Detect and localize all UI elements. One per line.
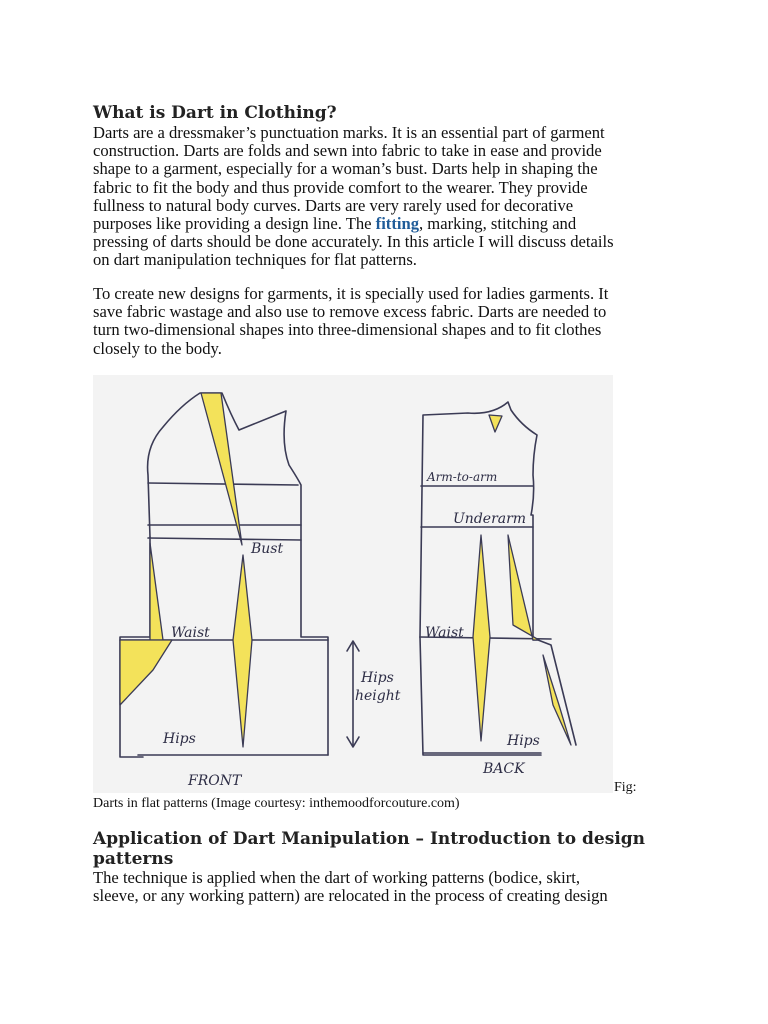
label-hips-height-1: Hips [361, 670, 394, 686]
text-line: fabric to fit the body and thus provide comfort to the wearer. They provide [93, 177, 588, 197]
text-line: pressing of darts should be done accurately. In this article I will discuss details [93, 232, 614, 252]
text-line: The technique is applied when the dart of working patterns (bodice, skirt, [93, 868, 581, 887]
text-fragment: purposes like providing a design line. The [93, 214, 376, 234]
text-line: closely to the body. [93, 338, 222, 358]
fitting-link[interactable]: fitting [375, 214, 419, 234]
label-waist-back: Waist [425, 625, 464, 641]
intro-paragraph [93, 124, 683, 270]
label-hips-back: Hips [507, 733, 540, 749]
text-line: construction. Darts are folds and sewn into fabric to take in ease and provide [93, 141, 602, 161]
text-line: To create new designs for garments, it is specially used for ladies garments. It [93, 284, 609, 303]
text-line: on dart manipulation techniques for flat patterns. [93, 250, 417, 270]
application-paragraph [93, 869, 683, 905]
text-line: turn two-dimensional shapes into three-dimensional shapes and to fit clothes [93, 320, 602, 340]
label-back: BACK [483, 761, 525, 777]
section-heading-application [93, 829, 645, 869]
text-line: shape to a garment, especially for a woman’s bust. Darts help in shaping the [93, 159, 598, 179]
usage-paragraph [93, 285, 683, 358]
text-line: save fabric wastage and also use to remove excess fabric. Darts are needed to [93, 302, 607, 322]
label-hips-height-2: height [355, 688, 401, 704]
text-line: Darts are a dressmaker’s punctuation marks. It is an essential part of garment [93, 123, 605, 142]
label-bust: Bust [251, 541, 284, 557]
text-line: fullness to natural body curves. Darts are very rarely used for decorative [93, 195, 574, 215]
label-underarm: Underarm [453, 511, 527, 527]
label-hips-front: Hips [163, 731, 196, 747]
heading-line: Application of Dart Manipulation – Introduction to design [93, 829, 646, 849]
label-waist-front: Waist [171, 625, 210, 641]
label-front: FRONT [188, 773, 242, 789]
heading-line: patterns [93, 849, 174, 869]
figure-caption: Darts in flat patterns (Image courtesy: inthemoodforcouture.com) [93, 796, 460, 811]
section-heading-what-is-dart: What is Dart in Clothing? [93, 103, 337, 123]
text-line [93, 215, 683, 233]
fig-label: Fig: [614, 780, 637, 795]
text-line: sleeve, or any working pattern) are relocated in the process of creating design [93, 886, 608, 906]
dart-pattern-figure [93, 375, 613, 793]
label-arm-to-arm: Arm-to-arm [427, 470, 498, 484]
text-fragment: , marking, stitching and [419, 214, 577, 234]
